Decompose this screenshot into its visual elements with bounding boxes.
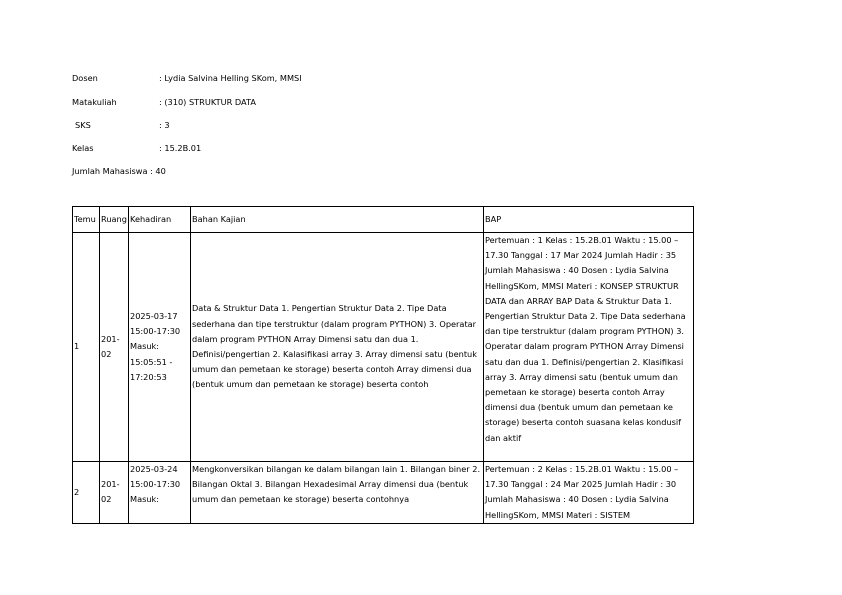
cell-bap: Pertemuan : 1 Kelas : 15.2B.01 Waktu : 15.00 – 17.30 Tanggal : 17 Mar 2024 Jumlah Hadir : 35 Jumlah Mahasiswa : 40 Dosen : Lydia Salvina HellingSKom, MMSI Materi : KONSEP STRUKTUR DATA dan ARRAY BAP Data & Struktur Data 1. Pengertian Struktur Data 2. Tipe Data sederhana dan tipe terstruktur (dalam program PYTHON) 3. Operatar dalam program PYTHON Array Dimensi satu dan dua 1. Definisi/pengertian 2. Klasifikasi array 3. Array dimensi satu (bentuk umum dan pemetaan ke storage) beserta contoh Array dimensi dua (bentuk umum dan pemetaan ke storage) beserta contoh suasana kelas kondusif dan aktif [484, 233, 694, 462]
sks-value: : 3 [159, 120, 170, 130]
cell-bahan-kajian: Mengkonversikan bilangan ke dalam bilangan lain 1. Bilangan biner 2. Bilangan Oktal 3. Bilangan Hexadesimal Array dimensi dua (bentuk umum dan pemetaan ke storage) beserta contohnya [191, 462, 484, 524]
cell-bap: Pertemuan : 2 Kelas : 15.2B.01 Waktu : 15.00 – 17.30 Tanggal : 24 Mar 2025 Jumlah Hadir : 30 Jumlah Mahasiswa : 40 Dosen : Lydia Salvina HellingSKom, MMSI Materi : SISTEM [484, 462, 694, 524]
cell-ruang: 201-02 [100, 233, 129, 462]
col-header-bap: BAP [484, 207, 694, 233]
cell-kehadiran: 2025-03-17 15:00-17:30 Masuk: 15:05:51 - 17:20:53 [129, 233, 191, 462]
cell-temu: 1 [73, 233, 100, 462]
cell-ruang: 201-02 [100, 462, 129, 524]
kelas-label: Kelas [72, 143, 94, 153]
matakuliah-value: : (310) STRUKTUR DATA [159, 97, 256, 107]
jumlah-label: Jumlah Mahasiswa : 40 [72, 166, 166, 176]
table-row [73, 462, 694, 524]
kelas-value: : 15.2B.01 [159, 143, 202, 153]
col-header-ruang: Ruang [100, 207, 129, 233]
cell-temu: 2 [73, 462, 100, 524]
col-header-temu: Temu [73, 207, 100, 233]
sks-label: SKS [75, 120, 91, 130]
col-header-bahan-kajian: Bahan Kajian [191, 207, 484, 233]
cell-kehadiran: 2025-03-24 15:00-17:30 Masuk: [129, 462, 191, 524]
dosen-label: Dosen [72, 73, 98, 83]
col-header-kehadiran: Kehadiran [129, 207, 191, 233]
table-row [73, 233, 694, 462]
attendance-table [72, 206, 694, 524]
dosen-value: : Lydia Salvina Helling SKom, MMSI [159, 73, 302, 83]
table-header-row [73, 207, 694, 233]
matakuliah-label: Matakuliah [72, 97, 117, 107]
cell-bahan-kajian: Data & Struktur Data 1. Pengertian Struktur Data 2. Tipe Data sederhana dan tipe terstruktur (dalam program PYTHON) 3. Operatar dalam program PYTHON Array Dimensi satu dan dua 1. Definisi/pengertian 2. Kalasifikasi array 3. Array dimensi satu (bentuk umum dan pemetaan ke storage) beserta contoh Array dimensi dua (bentuk umum dan pemetaan ke storage) beserta contoh [191, 233, 484, 462]
